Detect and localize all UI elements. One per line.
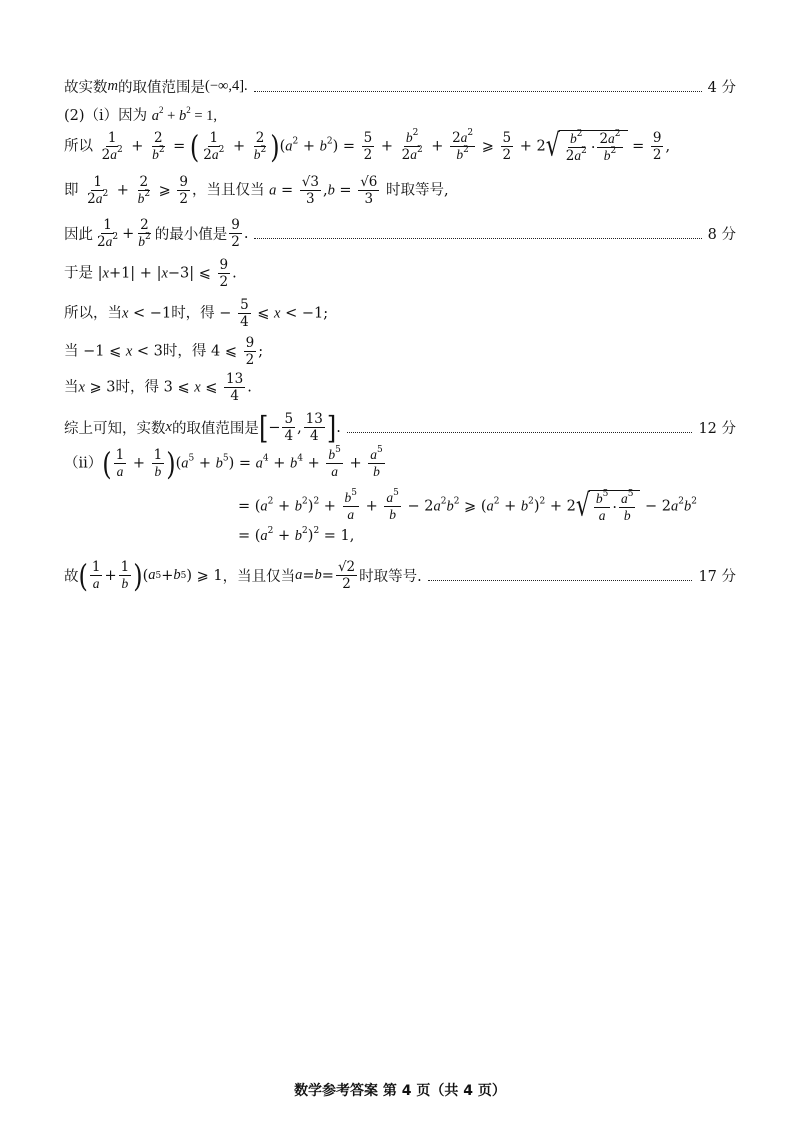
page-footer: 数学参考答案 第 4 页（共 4 页） [294,1083,506,1099]
line-min-value: 因此 $\frac{1}{2a^2}$ + $\frac{2}{b^2}$ 的最小值是 $\frac{9}{2}$ . 8 分 [64,217,736,251]
score-4: 4 分 [707,80,736,96]
dot-leader [254,237,701,239]
line-part2-ii: （ⅱ）( $\frac{1}{a}$ + $\frac{1}{b}$ )$(a^5 + b^5) = a^4 + b^4$ + $\frac{b^5}{a}$ + $\frac{a^5}{b}$ [64,445,383,482]
line-case2: 当 −1 ⩽ x < 3时，得 4 ⩽ $\frac{9}{2}$ ; [64,335,264,369]
line-x-range: 综上可知，实数 x 的取值范围是 [ − $\frac{5}{4}$ , $\frac{13}{4}$ ] . 12 分 [64,409,736,446]
line-abs-ineq: 于是 |x+1| + |x−3| ⩽ $\frac{9}{2}$ . [64,257,237,291]
line-expand: = $(a^2 + b^2)^2$ + $\frac{b^5}{a}$ + $\frac{a^5}{b}$ − $2a^2b^2$ ⩾ $(a^2 + b^2)^2 + 2$ √ $\frac{b^5}{a}$ · $\frac{a^5}{b}$ − $2a^2b^2$ [238,488,697,524]
line-case1: 所以，当x < −1时，得 − $\frac{5}{4}$ ⩽ x < −1; [64,297,329,331]
dot-leader [347,431,693,433]
dot-leader [254,90,702,92]
line-conclusion: 故 ( $\frac{1}{a}$ + $\frac{1}{b}$ ) ( a 5 + b 5 ) ⩾ 1 ，当且仅当 a = b = $\frac{√2}{2}$ 时取等号. 17 分 [64,557,736,594]
score-17: 17 分 [698,569,736,586]
line-case3: 当x ⩾ 3时，得 3 ⩽ x ⩽ $\frac{13}{4}$ . [64,371,252,405]
dot-leader [428,579,693,581]
score-12: 12 分 [698,421,736,438]
line-amgm: 所以 $\frac{1}{2a^2}$ + $\frac{2}{b^2}$ = ( $\frac{1}{2a^2}$ + $\frac{2}{b^2}$ )$(a^2 + b^2)$ = $\frac{5}{2}$ + $\frac{b^2}{2a^2}$ + $\frac{2a^2}{b^2}$ ⩾ $\frac{5}{2}$ + 2 √ $\frac{b^2}{2a^2}$ · $\frac{2a^2}{b^2}$ = $\frac{9}{2}$ , [64,128,671,165]
line-part2-i: (2)（ⅰ）因为 $a^2 + b^2 = 1$, [64,105,218,124]
score-8: 8 分 [707,227,736,244]
line-equality: 即 $\frac{1}{2a^2}$ + $\frac{2}{b^2}$ ⩾ $\frac{9}{2}$ ，当且仅当 a = $\frac{√3}{3}$ ,b = $\frac{√6}{3}$ 时取等号, [64,174,449,208]
line-m-range: 故实数 m 的取值范围是 (−∞,4]. 4 分 [64,78,736,96]
line-result: = $(a^2 + b^2)^2 = 1$, [238,526,355,544]
